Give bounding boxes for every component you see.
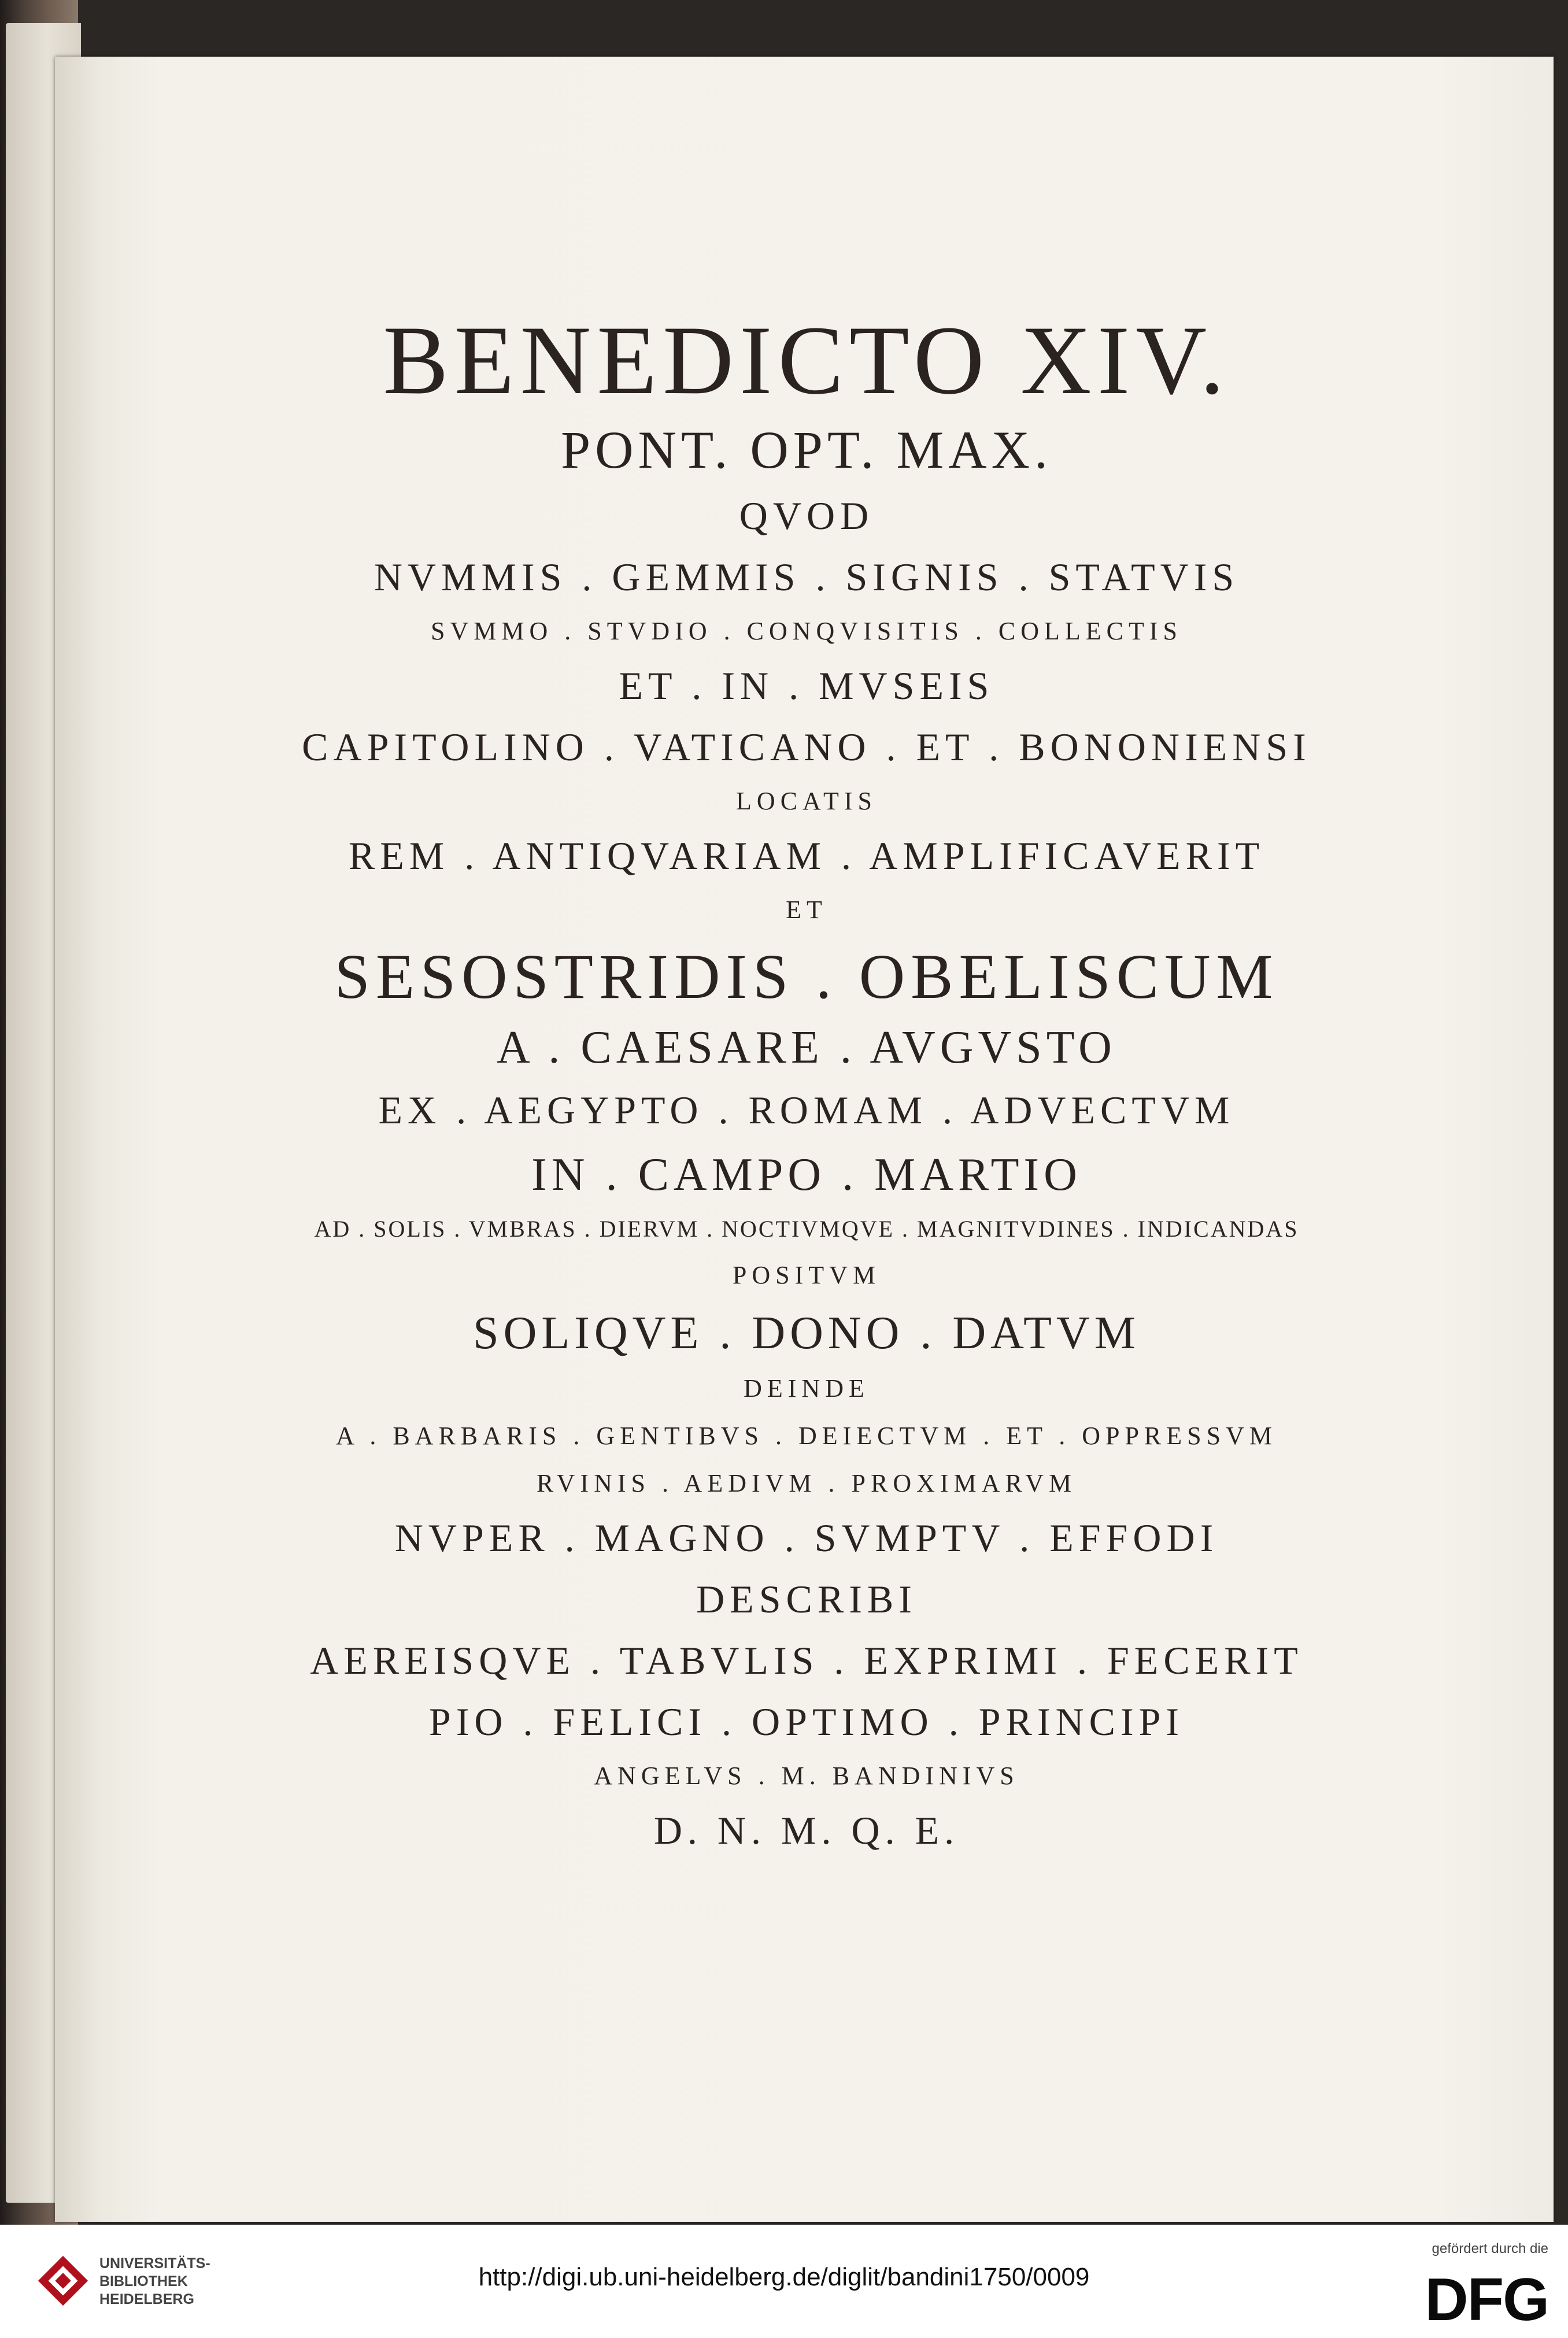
- inscription-line: RVINIS . AEDIVM . PROXIMARVM: [536, 1469, 1077, 1497]
- inscription-line: PONT. OPT. MAX.: [560, 420, 1053, 479]
- inscription-line: A . CAESARE . AVGVSTO: [497, 1022, 1116, 1073]
- inscription-line: CAPITOLINO . VATICANO . ET . BONONIENSI: [302, 725, 1311, 769]
- inscription-line: IN . CAMPO . MARTIO: [531, 1149, 1082, 1200]
- inscription-line: NVPER . MAGNO . SVMPTV . EFFODI: [394, 1516, 1219, 1560]
- inscription-line: PIO . FELICI . OPTIMO . PRINCIPI: [428, 1700, 1185, 1744]
- inscription-line-obelisk: SESOSTRIDIS . OBELISCUM: [334, 941, 1279, 1012]
- dfg-sponsor-logo[interactable]: [1388, 2236, 1555, 2335]
- inscription-line: REM . ANTIQVARIAM . AMPLIFICAVERIT: [348, 834, 1265, 878]
- viewer-footer: [0, 2225, 1568, 2338]
- title-inscription: [171, 306, 1443, 1872]
- library-name: UNIVERSITÄTS- BIBLIOTHEK HEIDELBERG: [99, 2255, 210, 2307]
- sponsor-label: gefördert durch die: [1432, 2241, 1548, 2256]
- inscription-line: AEREISQVE . TABVLIS . EXPRIMI . FECERIT: [310, 1638, 1303, 1682]
- inscription-line: EX . AEGYPTO . ROMAM . ADVECTVM: [378, 1088, 1235, 1132]
- book-page: [55, 57, 1554, 2222]
- inscription-line-dedicatee: BENEDICTO XIV.: [383, 306, 1230, 415]
- inscription-line: SVMMO . STVDIO . CONQVISITIS . COLLECTIS: [431, 617, 1182, 645]
- inscription-line: NVMMIS . GEMMIS . SIGNIS . STATVIS: [373, 555, 1240, 599]
- dfg-logo-text: DFG: [1425, 2266, 1548, 2333]
- inscription-line-formula: D. N. M. Q. E.: [653, 1808, 960, 1852]
- inscription-line: SOLIQVE . DONO . DATVM: [473, 1308, 1140, 1359]
- inscription-line: DESCRIBI: [696, 1577, 917, 1621]
- inscription-line-author: ANGELVS . M. BANDINIVS: [594, 1762, 1019, 1790]
- inscription-line: ET: [786, 896, 827, 924]
- inscription-line: QVOD: [739, 494, 874, 538]
- inscription-line: ET . IN . MVSEIS: [619, 664, 994, 708]
- inscription-line: POSITVM: [732, 1261, 881, 1289]
- inscription-line: LOCATIS: [736, 787, 877, 815]
- inscription-line: DEINDE: [744, 1374, 870, 1403]
- permalink-url[interactable]: http://digi.ub.uni-heidelberg.de/diglit/bandini1750/0009: [478, 2263, 1090, 2291]
- inscription-line: A . BARBARIS . GENTIBVS . DEIECTVM . ET . OPPRESSVM: [335, 1422, 1277, 1450]
- inscription-line: AD . SOLIS . VMBRAS . DIERVM . NOCTIVMQVE . MAGNITVDINES . INDICANDAS: [314, 1216, 1299, 1242]
